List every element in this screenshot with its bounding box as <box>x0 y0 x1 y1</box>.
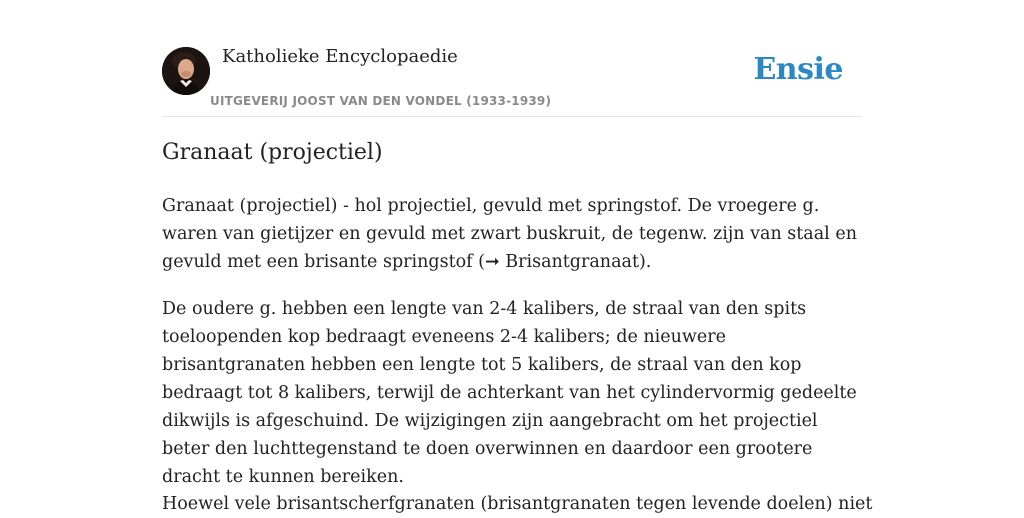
article-paragraph-1 <box>162 192 862 276</box>
arrow-right-icon: ➞ <box>485 252 500 272</box>
publisher-label: UITGEVERIJ JOOST VAN DEN VONDEL (1933-1939) <box>210 94 552 108</box>
page-container <box>162 0 873 514</box>
publication-avatar[interactable] <box>162 47 210 95</box>
publication-title-link[interactable]: Katholieke Encyclopaedie <box>222 46 458 67</box>
brand-logo-link[interactable]: Ensie <box>753 52 843 87</box>
brisantgranaat-link[interactable]: Brisantgranaat <box>505 252 639 272</box>
page-header <box>162 0 862 117</box>
article-paragraph-2: De oudere g. hebben een lengte van 2-4 kalibers, de straal van den spits toeloopenden kop bedraagt eveneens 2-4 kalibers; de nieuwere brisantgranaten hebben een lengte tot 5 kalibers, de straal van den kop bedraagt tot 8 kalibers, terwijl de achterkant van het cylindervormig gedeelte dikwijls is afgeschuind. De wijzigingen zijn aangebracht om het projectiel beter den luchttegenstand te doen overwinnen en daardoor een grootere dracht te kunnen bereiken. <box>162 299 857 487</box>
paragraph-1-end: ). <box>638 252 652 272</box>
portrait-icon <box>162 47 210 95</box>
article-paragraph-3: Hoewel vele brisantscherfgranaten (brisantgranaten tegen levende doelen) niet <box>162 494 873 514</box>
paragraph-1-text: Granaat (projectiel) - hol projectiel, gevuld met springstof. De vroegere g. waren van gietijzer en gevuld met zwart buskruit, de tegenw. zijn van staal en gevuld met een brisante springstof ( <box>162 196 857 272</box>
article-title: Granaat (projectiel) <box>162 140 383 165</box>
